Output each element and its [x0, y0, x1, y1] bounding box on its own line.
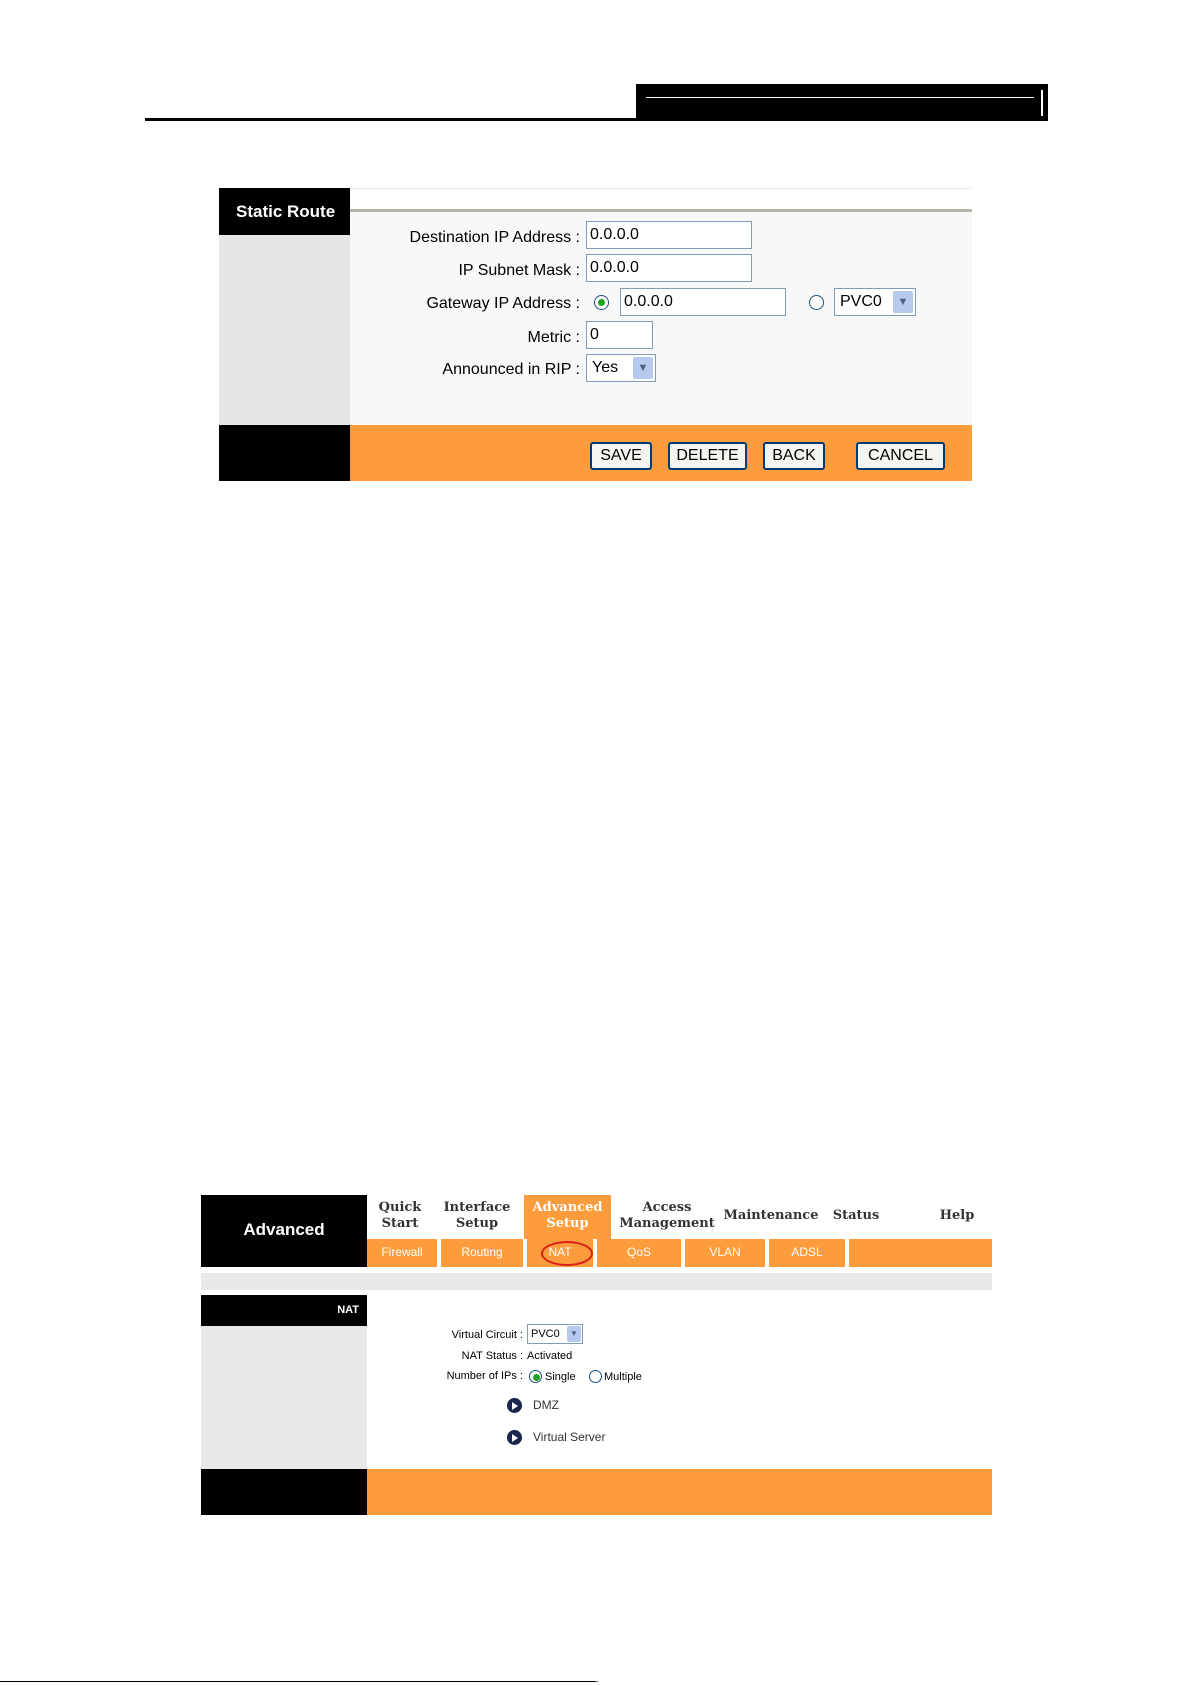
main-nav [367, 1195, 992, 1239]
nav-label: Status [832, 1208, 880, 1223]
nav-quick-start[interactable] [367, 1200, 433, 1232]
nat-footer-bar [367, 1469, 992, 1515]
virtual-server-link[interactable]: Virtual Server [533, 1430, 606, 1444]
metric-label: Metric : [527, 329, 580, 346]
advanced-nat-panel [201, 1195, 992, 1515]
chevron-down-icon: ▼ [567, 1326, 581, 1342]
chevron-down-icon: ▼ [633, 357, 653, 379]
virtual-circuit-value: PVC0 [531, 1328, 560, 1340]
delete-button[interactable]: DELETE [668, 442, 747, 470]
static-route-panel [219, 188, 972, 481]
rip-label: Announced in RIP : [442, 361, 580, 378]
dmz-link[interactable]: DMZ [533, 1398, 559, 1412]
static-route-actions [350, 425, 972, 481]
nav-status[interactable] [821, 1208, 891, 1224]
nav-label: Maintenance [723, 1208, 819, 1223]
subnet-mask-input[interactable] [586, 254, 752, 282]
gateway-pvc-select[interactable] [834, 288, 916, 316]
static-route-sidebar-footer [219, 425, 350, 481]
gateway-pvc-value: PVC0 [840, 293, 882, 310]
header-bar-rule [646, 97, 1034, 98]
nav-interface-setup[interactable] [433, 1200, 521, 1232]
footer-mark: - [596, 1677, 599, 1686]
nav-label: Management [619, 1216, 715, 1231]
subnav-nat[interactable]: NAT [527, 1239, 597, 1267]
nav-label: Help [939, 1208, 975, 1223]
arrow-right-icon [507, 1430, 522, 1445]
nav-label: Advanced [532, 1200, 603, 1215]
number-of-ips-label: Number of IPs : [446, 1370, 523, 1382]
nav-label: Interface [443, 1200, 511, 1215]
multiple-ip-radio[interactable] [589, 1370, 602, 1383]
subnav-routing[interactable]: Routing [441, 1239, 527, 1267]
arrow-right-icon [507, 1398, 522, 1413]
gateway-ip-label: Gateway IP Address : [426, 295, 580, 312]
multiple-ip-label: Multiple [604, 1371, 642, 1383]
subnav-qos[interactable]: QoS [597, 1239, 685, 1267]
save-button[interactable]: SAVE [590, 442, 652, 470]
nav-label: Setup [455, 1216, 499, 1231]
subnet-mask-label: IP Subnet Mask : [458, 262, 580, 279]
subnav-adsl[interactable]: ADSL [769, 1239, 849, 1267]
static-route-sidebar [219, 235, 350, 425]
cancel-button[interactable]: CANCEL [856, 442, 945, 470]
header-bar [636, 84, 1048, 118]
nav-label: Start [381, 1216, 419, 1231]
nat-status-label: NAT Status : [461, 1350, 523, 1362]
destination-ip-label: Destination IP Address : [409, 229, 580, 246]
gateway-ip-input[interactable] [620, 288, 786, 316]
single-ip-label: Single [545, 1371, 576, 1383]
virtual-circuit-select[interactable] [527, 1324, 583, 1344]
nav-access-management[interactable] [613, 1200, 721, 1232]
gateway-ip-radio[interactable] [594, 295, 609, 310]
static-route-topband [350, 188, 972, 210]
spacer-band [201, 1273, 992, 1290]
rip-value: Yes [592, 359, 619, 376]
nat-sidebar-footer [201, 1469, 367, 1515]
header-rule [145, 118, 1048, 121]
header-bar-tick [1041, 90, 1043, 116]
gateway-pvc-radio[interactable] [809, 295, 824, 310]
back-button[interactable]: BACK [763, 442, 825, 470]
static-route-title: Static Route [219, 188, 350, 235]
nat-highlight-circle [541, 1241, 593, 1266]
nav-maintenance[interactable] [721, 1208, 821, 1224]
chevron-down-icon: ▼ [893, 291, 913, 313]
subnav-vlan[interactable]: VLAN [685, 1239, 769, 1267]
virtual-circuit-label: Virtual Circuit : [451, 1329, 523, 1341]
footer-rule [0, 1681, 596, 1682]
static-route-form [350, 212, 972, 425]
destination-ip-input[interactable] [586, 221, 752, 249]
subnav-firewall[interactable]: Firewall [367, 1239, 441, 1267]
metric-input[interactable] [586, 321, 653, 349]
nav-label: Access [642, 1200, 692, 1215]
nav-label: Quick [378, 1200, 422, 1215]
advanced-title: Advanced [201, 1195, 367, 1267]
nav-help[interactable] [922, 1208, 992, 1224]
rip-select[interactable] [586, 354, 656, 382]
nat-form [367, 1295, 992, 1469]
nat-status-value: Activated [527, 1350, 573, 1362]
single-ip-radio[interactable] [529, 1370, 542, 1383]
nav-label: Setup [546, 1216, 589, 1231]
nat-sidebar [201, 1326, 367, 1469]
sub-nav [367, 1239, 992, 1267]
nav-advanced-setup[interactable] [524, 1195, 611, 1239]
nat-section-label: NAT [201, 1295, 367, 1326]
